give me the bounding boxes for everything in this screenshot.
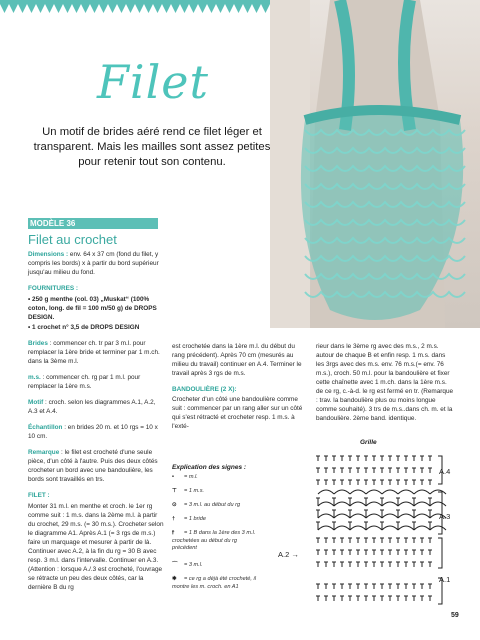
grid-title: Grille bbox=[360, 439, 377, 446]
remark-label: Remarque bbox=[28, 449, 60, 456]
legend-text: = 3 m.l. bbox=[184, 562, 203, 568]
legend-item bbox=[172, 474, 262, 482]
instructions-column-1 bbox=[28, 250, 165, 599]
brides-text: : commencer ch. tr par 3 m.l. pour remplacer la 1ère bride et terminer par 1 m.ch. dans la 3ème m.l. bbox=[28, 340, 160, 365]
legend-text: = 1 B dans la 1ère des 3 m.l. crochetées au début du rg précédent bbox=[172, 530, 256, 551]
strap-label: BANDOULIÈRE (2 X): bbox=[172, 386, 237, 393]
legend-text: = m.l. bbox=[184, 474, 198, 480]
remark-text: : le filet est crocheté d'une seule pièce, d'un côté à l'autre. Puis des deux côtés crocheter un bord avec une bandoulière, les bords sont travaillés en trs. bbox=[28, 449, 158, 483]
motif-text: : croch. selon les diagrammes A.1, A.2, A.3 et A.4. bbox=[28, 399, 156, 415]
filet-text: Monter 31 m.l. en menthe et croch. le 1er rg comme suit : 1 m.s. dans la 2ème m.l. à partir du crochet, 29 m.s. (= 30 m.s.). Crocheter selon le diagramme A1. Après A.1 (= 3 rgs de m.s.) faire un marquage et mesurer à partir de là. Continuer avec A.2, à la fin du rg = 30 B avec resp. 3 m.l. dans l'intervalle. Continuer en A.3. (Attention : lorsque A./.3 est crocheté, l'ouvrage se rétracte un peu des deux côtés, car la dernière B du rg bbox=[28, 503, 164, 591]
legend-text: = 1 m.s. bbox=[184, 488, 205, 494]
legend-item bbox=[172, 530, 262, 553]
legend-item bbox=[172, 562, 262, 570]
chain-symbol-icon: • bbox=[172, 474, 174, 480]
filet-label: FILET : bbox=[28, 492, 50, 499]
chain-arc-symbol-icon: ⌒ bbox=[172, 562, 178, 568]
legend-item bbox=[172, 502, 262, 510]
model-title: Filet au crochet bbox=[28, 232, 117, 247]
legend-text: = ce rg a déjà été crocheté, il montre les m. croch. en A1 bbox=[172, 576, 256, 590]
motif-label: Motif bbox=[28, 399, 44, 406]
supplies-label: FOURNITURES : bbox=[28, 285, 79, 292]
page-title: Filet bbox=[96, 55, 210, 109]
legend-item bbox=[172, 576, 264, 591]
start-chain-symbol-icon: ⊙ bbox=[172, 502, 177, 508]
strap-text: Crocheter d'un côté une bandoulière comme suit : commencer par un rang aller sur un côté qui s'est rétracté et crocheter resp. 1 m.s. à l'exté- bbox=[172, 396, 303, 430]
supply-yarn: • 250 g menthe (col. 03) „Muskat“ (100% coton, long. de fil = 100 m/50 g) de DROPS DESIGN. bbox=[28, 296, 157, 321]
grid-label-a3: A.3 bbox=[439, 512, 451, 521]
legend-text: = 3 m.l. au début du rg bbox=[184, 502, 241, 508]
legend-item bbox=[172, 516, 262, 524]
grid-label-a4: A.4 bbox=[439, 467, 451, 476]
single-crochet-symbol-icon: ⊤ bbox=[172, 488, 177, 494]
brides-label: Brides bbox=[28, 340, 48, 347]
model-tag: MODÈLE 36 bbox=[28, 218, 158, 229]
col2-text: est crochetée dans la 1ère m.l. du début du rang précédent). Après 70 cm (mesurés au milieu du travail) continuer en A.4. Terminer le travail après 3 rgs de m.s. bbox=[172, 343, 302, 377]
instructions-column-3 bbox=[316, 342, 454, 430]
legend-title: Explication des signes : bbox=[172, 464, 247, 471]
col3-text: rieur dans le 3ème rg avec des m.s., 2 m.s. autour de chaque B et enfin resp. 1 m.s. dans les 3rgs avec des m.s. env. 76 m.s.(= env. 76 m.s.), croch. 50 m.l. pour la bandoulière et fixer cette chaînette avec 1 m.ch. dans la 1ère m.s. de ce rg, c.-à-d. le rg est fermé en tr. (Remarque : trav. la bandoulière plus ou moins longue comme souhaité). 3 trs de m.s..dans ch. m. et la bandoulière. 2ème band. identique. bbox=[316, 343, 454, 422]
dc-in-chain-symbol-icon: ⫯ bbox=[172, 530, 175, 536]
grid-label-a1: A.1 bbox=[439, 575, 451, 584]
crochet-net-photo bbox=[270, 0, 480, 328]
ms-text: : commencer ch. rg par 1 m.l. pour remplacer la 1ère m.s. bbox=[28, 374, 141, 390]
intro-text: Un motif de brides aéré rend ce filet léger et transparent. Mais les mailles sont assez petites pour retenir tout son contenu. bbox=[33, 126, 271, 168]
ms-label: m.s. bbox=[28, 374, 41, 381]
legend-text: = 1 bride bbox=[184, 516, 206, 522]
asterisk-icon: ✱ bbox=[172, 576, 177, 582]
gauge-label: Échantillon bbox=[28, 424, 63, 431]
gauge-text: : en brides 20 m. et 10 rgs = 10 x 10 cm. bbox=[28, 424, 158, 440]
dimensions-text: env. 64 x 37 cm (fond du filet, y compris les bords) x à partir du bord supérieur jusqu'au milieu du fond. bbox=[28, 251, 159, 276]
supply-hook: • 1 crochet n° 3,5 de DROPS DESIGN bbox=[28, 324, 140, 331]
instructions-column-2 bbox=[172, 342, 308, 438]
grid-label-a2: A.2 → bbox=[278, 550, 299, 559]
double-crochet-symbol-icon: † bbox=[172, 516, 176, 522]
page-number: 59 bbox=[451, 612, 459, 619]
legend-item bbox=[172, 488, 262, 496]
dimensions-label: Dimensions : bbox=[28, 251, 69, 258]
decorative-border bbox=[0, 0, 270, 16]
